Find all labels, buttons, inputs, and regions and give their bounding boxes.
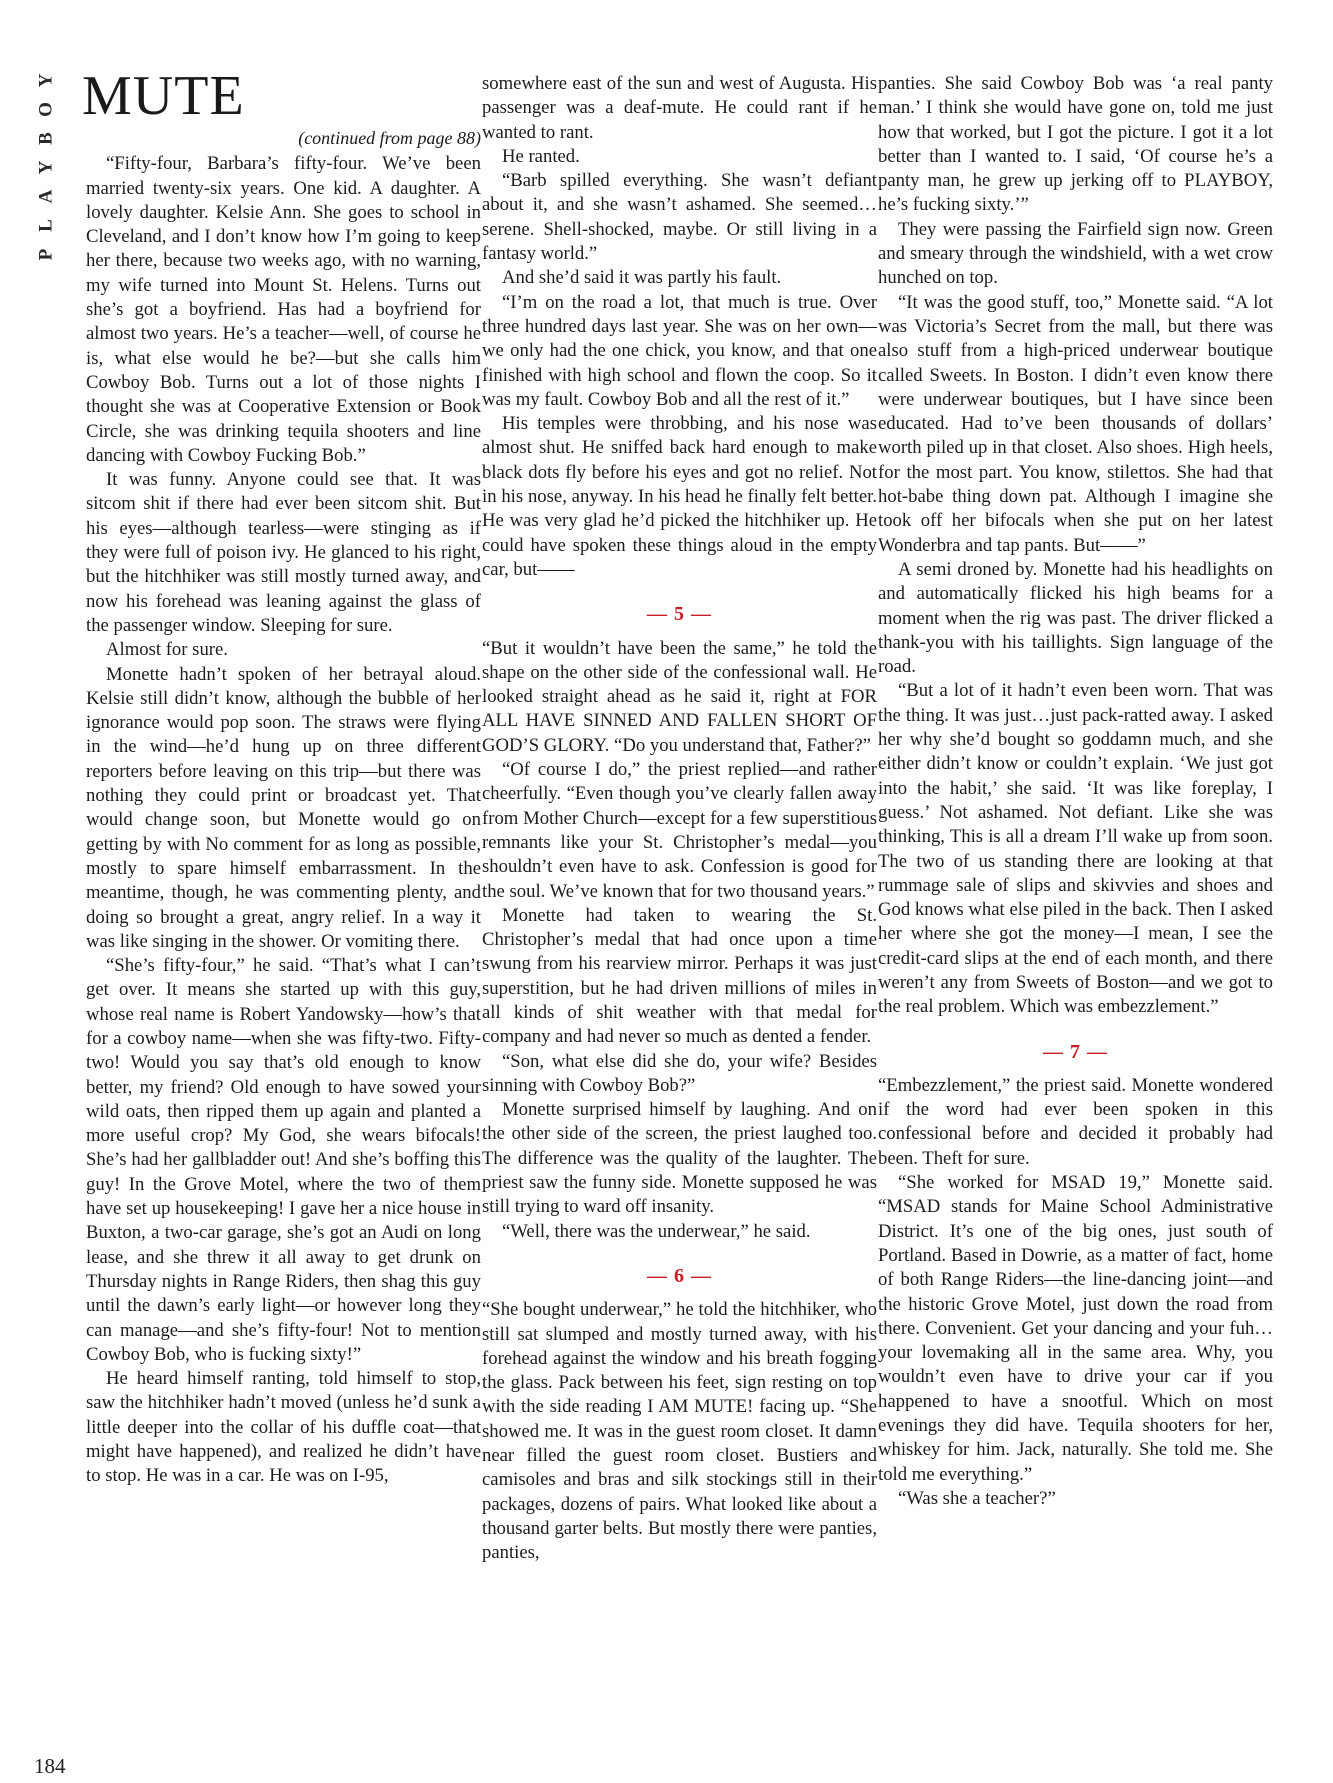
paragraph: “She bought underwear,” he told the hitchhiker, who still sat slumped and mostly turned away, with his forehead against the window and his breath fogging the glass. Pack between his feet, sign resting on top with the side reading I AM MUTE! facing up. “She showed me. It was in the guest room closet. It damn near filled the guest room closet. Bustiers and camisoles and bras and silk stockings still in their packages, dozens of pairs. What looked like about a thousand garter belts. But mostly there were panties, panties, xyxy=(482,1299,877,1564)
paragraph: “But a lot of it hadn’t even been worn. That was the thing. It was just…just pack-ratted away. I asked her why she’d bought so goddamn much, and she either didn’t know or couldn’t explain. ‘We just got into the habit,’ she said. ‘It was like foreplay, I guess.’ Not ashamed. Not defiant. Like she was thinking, This is all a dream I’ll wake up from soon. The two of us standing there are looking at that rummage sale of slips and skivvies and shoes and God knows what else piled in the back. Then I asked her where she got the money—I mean, I see the credit-card slips at the end of each month, and there weren’t any from Sweets of Boston—and we got to the real problem. Which was embezzlement.” xyxy=(878,680,1273,1018)
paragraph: Monette had taken to wearing the St. Christopher’s medal that had once upon a time swung from his rearview mirror. Perhaps it was just superstition, but he had driven millions of miles in all kinds of shit weather with that medal for company and had never so much as dented a fender. xyxy=(482,904,877,1048)
paragraph: panties. She said Cowboy Bob was ‘a real panty man.’ I think she would have gone on, told me just how that worked, but I got the picture. I got it a lot better than I wanted to. I said, ‘Of course he’s a panty man, he grew up jerking off to PLAYBOY, he’s fucking sixty.’” xyxy=(878,73,1273,216)
text-column-3 xyxy=(878,72,1273,1511)
paragraph-group xyxy=(482,72,877,582)
paragraph: “It was the good stuff, too,” Monette said. “A lot was Victoria’s Secret from the mall, but there was also stuff from a high-priced underwear boutique called Sweets. In Boston. I didn’t even know there were underwear boutiques, but I have since been educated. Had to’ve been thousands of dollars’ worth piled up in that closet. Also shoes. High heels, for the most part. You know, stilettos. She had that hot-babe thing down pat. Although I imagine she took off her bifocals when she put on her latest Wonderbra and tap pants. But——” xyxy=(878,291,1273,556)
running-head-letter: O xyxy=(35,102,57,117)
paragraph-group xyxy=(878,1074,1273,1511)
paragraph-group xyxy=(482,1298,877,1565)
paragraph: He heard himself ranting, told himself to stop, saw the hitchhiker hadn’t moved (unless he’d sunk a little deeper into the collar of his duffle coat—that might have happened), and realized he didn’t have to stop. He was in a car. He was on I-95, xyxy=(86,1368,481,1487)
running-head-letter: Y xyxy=(35,73,57,88)
paragraph: His temples were throbbing, and his nose was almost shut. He sniffed back hard enough to make black dots fly before his eyes and got no relief. Not in his nose, anyway. In his head he finally felt better. He was very glad he’d picked the hitchhiker up. He could have spoken these things aloud in the empty car, but—— xyxy=(482,413,877,580)
section-break-5: — 5 — xyxy=(647,603,712,626)
page-number: 184 xyxy=(34,1754,66,1778)
running-head-letter: A xyxy=(35,189,57,204)
paragraph: “She’s fifty-four,” he said. “That’s what I can’t get over. It means she started up with this guy, whose real name is Robert Yandowsky—how’s that for a cowboy name—when she was fifty-two. Fifty-two! Would you say that’s old enough to know better, my friend? Old enough to have sowed your wild oats, then ripped them up again and planted a more useful crop? My God, she wears bifocals! She’s had her gallbladder out! And she’s boffing this guy! In the Grove Motel, where the two of them have set up housekeeping! I gave her a nice house in Buxton, a two-car garage, she’s got an Audi on long lease, and she threw it all away to get drunk on Thursday nights in Range Riders, then shag this guy until the dawn’s early light—or however long they can manage—and she’s fifty-four! Not to mention Cowboy Bob, who is fucking sixty!” xyxy=(86,955,481,1365)
article-title: MUTE xyxy=(82,65,245,127)
paragraph: It was funny. Anyone could see that. It was sitcom shit if there had ever been sitcom shit. But his eyes—although tearless—were stinging as if they were full of poison ivy. He glanced to his right, but the hitchhiker was still mostly turned away, and now his forehead was leaning against the glass of the passenger window. Sleeping for sure. xyxy=(86,469,481,636)
paragraph: somewhere east of the sun and west of Augusta. His passenger was a deaf-mute. He could rant if he wanted to rant. xyxy=(482,73,877,143)
paragraph: He ranted. xyxy=(502,145,580,167)
paragraph: “Of course I do,” the priest replied—and rather cheerfully. “Even though you’ve clearly fallen away from Mother Church—except for a few superstitious remnants like your St. Christopher’s medal—you shouldn’t even have to ask. Confession is good for the soul. We’ve known that for two thousand years.” xyxy=(482,759,877,902)
paragraph: Monette surprised himself by laughing. And on the other side of the screen, the priest laughed too. The difference was the quality of the laughter. The priest saw the funny side. Monette supposed he was still trying to ward off insanity. xyxy=(482,1099,877,1218)
paragraph: “I’m on the road a lot, that much is true. Over three hundred days last year. She was on her own—we only had the one chick, you know, and that one finished with high school and flown the coop. So it was my fault. Cowboy Bob and all the rest of it.” xyxy=(482,291,877,410)
paragraph-group xyxy=(878,72,1273,1020)
paragraph: “Was she a teacher?” xyxy=(898,1487,1056,1509)
paragraph: “She worked for MSAD 19,” Monette said. “MSAD stands for Maine School Administrative District. It’s one of the big ones, just south of Portland. Based in Dowrie, as a matter of fact, home of both Range Riders—the line-dancing joint—and the historic Grove Motel, just down the road from there. Convenient. Get your dancing and your fuh…your lovemaking all in the same area. Why, you wouldn’t even have to drive your car if you happened to have a snootful. Which on most evenings they did have. Tequila shooters for her, whiskey for him. Jack, naturally. She told me. She told me everything.” xyxy=(878,1172,1273,1485)
paragraph: They were passing the Fairfield sign now. Green and smeary through the windshield, with a wet crow hunched on top. xyxy=(878,218,1273,289)
running-head xyxy=(34,66,58,269)
text-column-2 xyxy=(482,72,877,1566)
continued-note: (continued from page 88) xyxy=(298,128,481,148)
paragraph: “Barb spilled everything. She wasn’t defiant about it, and she wasn’t ashamed. She seemed…serene. Shell-shocked, maybe. Or still living in a fantasy world.” xyxy=(482,170,877,265)
running-head-letter: L xyxy=(35,219,57,232)
paragraph: “But it wouldn’t have been the same,” he told the shape on the other side of the confessional wall. He looked straight ahead as he said it, right at FOR ALL HAVE SINNED AND FALLEN SHORT OF GOD’S GLORY. “Do you understand that, Father?” xyxy=(482,637,877,756)
paragraph: And she’d said it was partly his fault. xyxy=(502,267,782,289)
paragraph: A semi droned by. Monette had his headlights on and automatically flicked his high beams for a moment when the rig was past. The driver flicked a thank-you with his taillights. Sign language of the road. xyxy=(878,558,1273,678)
paragraph: “Embezzlement,” the priest said. Monette wondered if the word had ever been spoken in this confessional before and decided it probably had been. Theft for sure. xyxy=(878,1074,1273,1169)
paragraph-group xyxy=(482,637,877,1244)
paragraph: “Well, there was the underwear,” he said. xyxy=(502,1220,811,1242)
running-head-letter: B xyxy=(35,132,57,145)
running-head-letter: P xyxy=(35,248,57,261)
section-break-6: — 6 — xyxy=(647,1264,712,1287)
paragraph-group xyxy=(86,152,481,1488)
running-head-letter: Y xyxy=(35,160,57,175)
paragraph: Almost for sure. xyxy=(106,639,228,661)
paragraph: “Son, what else did she do, your wife? Besides sinning with Cowboy Bob?” xyxy=(482,1050,877,1096)
section-break-7: — 7 — xyxy=(1043,1040,1108,1063)
paragraph: Monette hadn’t spoken of her betrayal aloud. Kelsie still didn’t know, although the bubble of her ignorance would pop soon. The straws were flying in the wind—he’d hung up on three different reporters before leaving on this trip—but there was nothing they could print or broadcast yet. That would change soon, but Monette would go on getting by with No comment for as long as possible, mostly to spare himself embarrassment. In the meantime, though, he was commenting plenty, and doing so brought a great, angry relief. In a way it was like singing in the shower. Or vomiting there. xyxy=(86,663,481,952)
text-column-1 xyxy=(82,65,481,1489)
paragraph: “Fifty-four, Barbara’s fifty-four. We’ve been married twenty-six years. One kid. A daughter. A lovely daughter. Kelsie Ann. She goes to school in Cleveland, and I don’t know how I’m going to keep her there, because two weeks ago, with no warning, my wife turned into Mount St. Helens. Turns out she’s got a boyfriend. Has had a boyfriend for almost two years. He’s a teacher—well, of course he is, what else would he be?—but she calls him Cowboy Bob. Turns out a lot of those nights I thought she was at Cooperative Extension or Book Circle, she was drinking tequila shooters and line dancing with Cowboy Fucking Bob.” xyxy=(86,153,481,466)
